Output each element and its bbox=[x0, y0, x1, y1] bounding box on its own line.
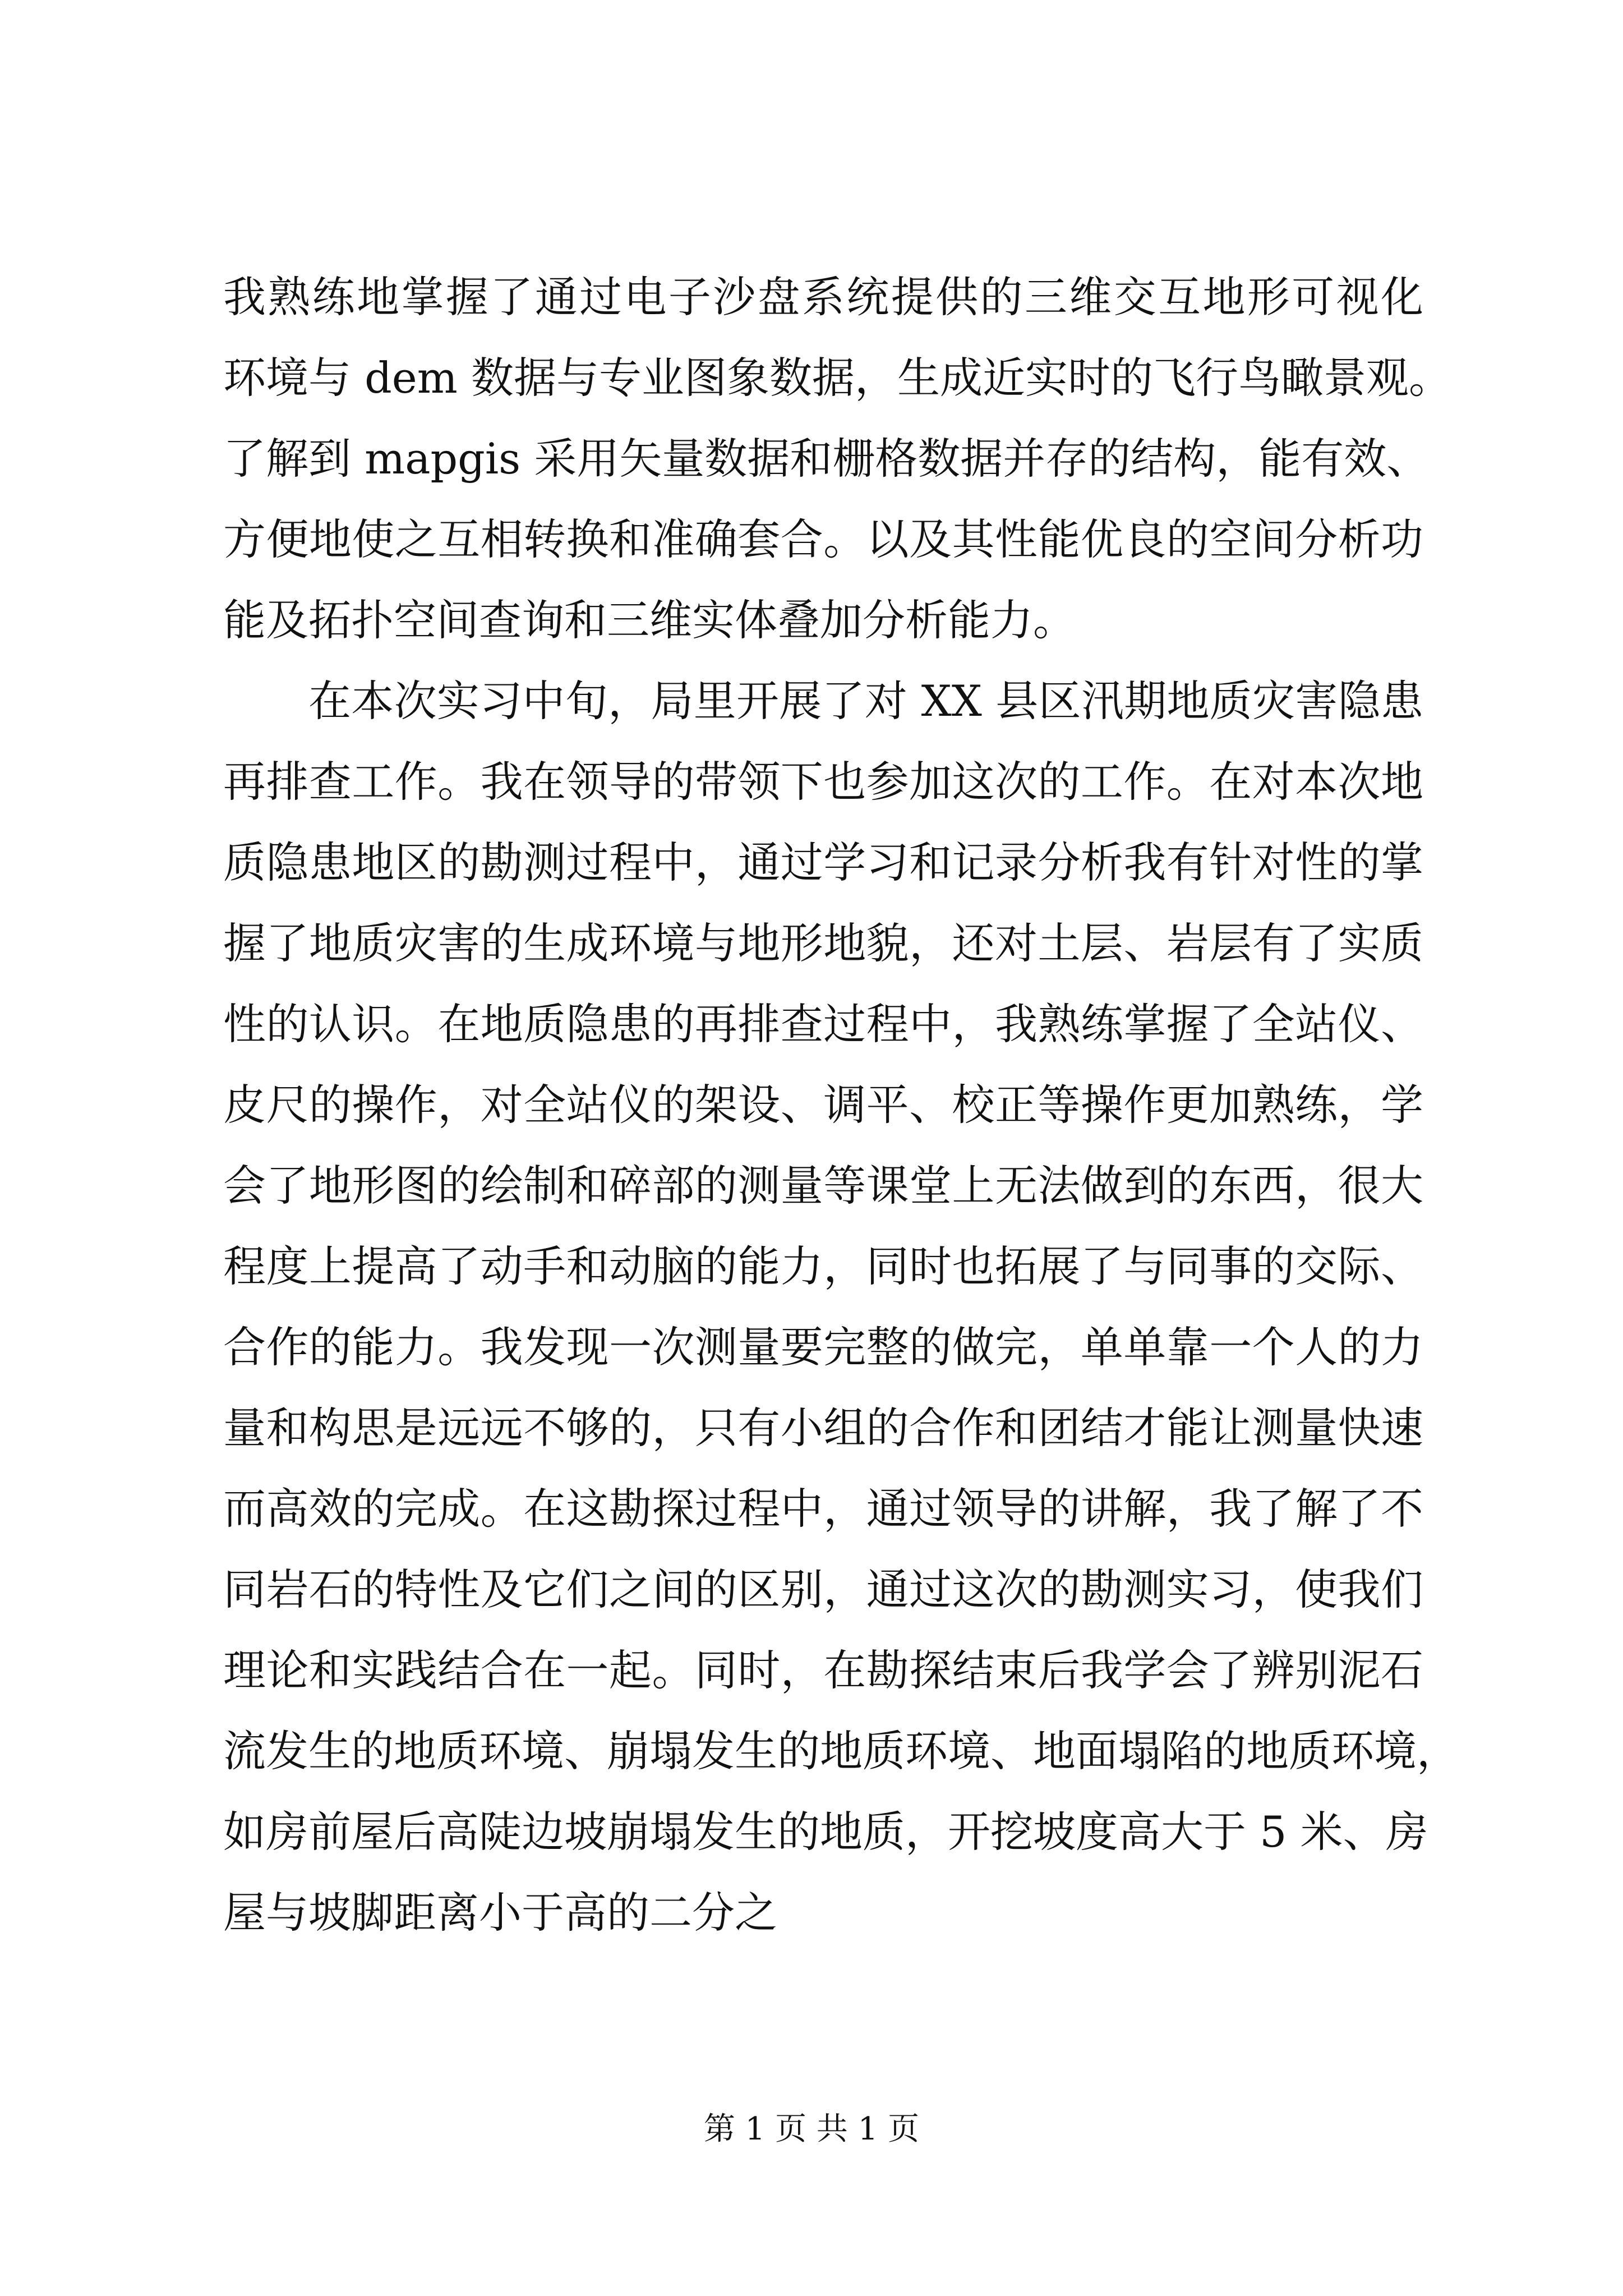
paragraph-2-line-4: 握了地质灾害的生成环境与地形地貌，还对土层、岩层有了实质 bbox=[223, 918, 1423, 968]
paragraph-1-line-2: 环境与 dem 数据与专业图象数据，生成近实时的飞行鸟瞰景观。 bbox=[223, 353, 1452, 403]
paragraph-2-line-3: 质隐患地区的勘测过程中，通过学习和记录分析我有针对性的掌 bbox=[223, 838, 1423, 887]
paragraph-2-line-7: 会了地形图的绘制和碎部的测量等课堂上无法做到的东西，很大 bbox=[223, 1161, 1423, 1211]
paragraph-2-line-2: 再排查工作。我在领导的带领下也参加这次的工作。在对本次地 bbox=[223, 757, 1423, 807]
paragraph-1-line-4: 方便地使之互相转换和准确套合。以及其性能优良的空间分析功 bbox=[223, 514, 1423, 564]
paragraph-2-line-8: 程度上提高了动手和动脑的能力，同时也拓展了与同事的交际、 bbox=[223, 1241, 1423, 1291]
paragraph-2-line-10: 量和构思是远远不够的，只有小组的合作和团结才能让测量快速 bbox=[223, 1403, 1423, 1453]
paragraph-1-line-1: 我熟练地掌握了通过电子沙盘系统提供的三维交互地形可视化 bbox=[223, 272, 1423, 322]
paragraph-2-line-1: 在本次实习中旬，局里开展了对 XX 县区汛期地质灾害隐患 bbox=[308, 676, 1423, 726]
paragraph-1-line-3: 了解到 mapgis 采用矢量数据和栅格数据并存的结构，能有效、 bbox=[223, 434, 1430, 484]
paragraph-2-line-15: 如房前屋后高陡边坡崩塌发生的地质，开挖坡度高大于 5 米、房 bbox=[223, 1807, 1428, 1857]
page-footer bbox=[0, 2107, 1623, 2152]
page-number-label: 第 1 页 共 1 页 bbox=[703, 2111, 920, 2147]
paragraph-2-line-5: 性的认识。在地质隐患的再排查过程中，我熟练掌握了全站仪、 bbox=[223, 999, 1423, 1049]
paragraph-2-line-13: 理论和实践结合在一起。同时，在勘探结束后我学会了辨别泥石 bbox=[223, 1645, 1423, 1695]
paragraph-2-line-11: 而高效的完成。在这勘探过程中，通过领导的讲解，我了解了不 bbox=[223, 1484, 1423, 1534]
paragraph-1-line-5: 能及拓扑空间查询和三维实体叠加分析能力。 bbox=[223, 595, 1076, 645]
paragraph-2-line-12: 同岩石的特性及它们之间的区别，通过这次的勘测实习，使我们 bbox=[223, 1565, 1423, 1614]
paragraph-2-line-9: 合作的能力。我发现一次测量要完整的做完，单单靠一个人的力 bbox=[223, 1322, 1423, 1372]
document-body bbox=[223, 257, 1459, 1953]
paragraph-2-line-16: 屋与坡脚距离小于高的二分之 bbox=[223, 1888, 777, 1938]
paragraph-2-line-6: 皮尺的操作，对全站仪的架设、调平、校正等操作更加熟练，学 bbox=[223, 1080, 1423, 1130]
paragraph-2-line-14: 流发生的地质环境、崩塌发生的地质环境、地面塌陷的地质环境， bbox=[223, 1726, 1459, 1776]
